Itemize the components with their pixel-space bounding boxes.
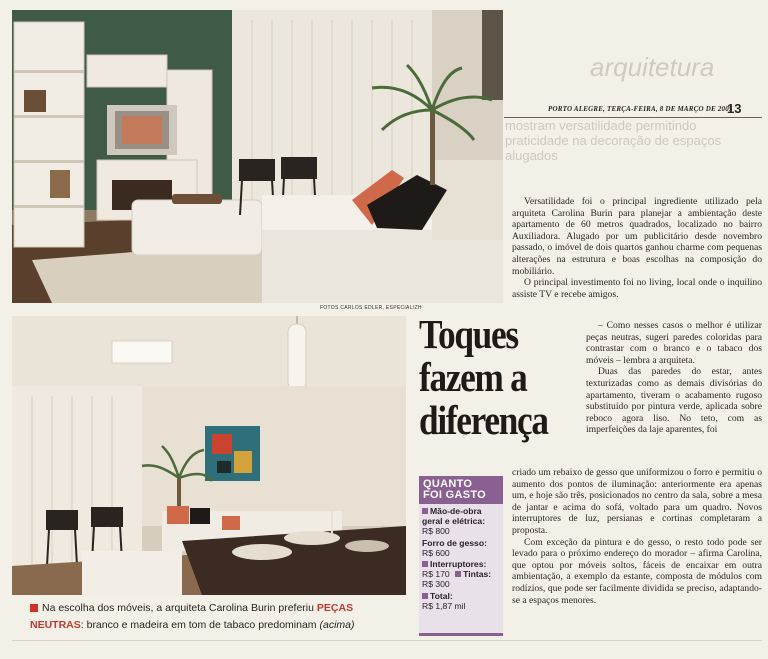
cost-label: Total: [430,590,453,601]
cost-value: R$ 600 [422,547,450,558]
cost-item [422,506,500,537]
header-date: PORTO ALEGRE, TERÇA-FEIRA, 8 DE MARÇO DE 2005 [548,105,733,113]
paragraph: – Como nesses casos o melhor é utilizar peças neutras, sugeri paredes coloridas para contrastar com o branco e o tabaco dos móveis – lembra a arquiteta. [586,320,762,366]
cost-box-title-line: QUANTO [423,478,473,490]
cost-value: R$ 300 [422,579,450,590]
headline-line: diferença [419,397,548,443]
cost-box-title-line: FOI GASTO [423,489,487,501]
headline-line: fazem a [419,354,527,400]
living-room-photo [12,10,503,303]
square-bullet-icon [455,571,461,577]
cost-box-bottom-rule [419,633,503,636]
caption-rest: : branco e madeira em tom de tabaco predominam [80,619,320,631]
cost-box-title [419,476,503,504]
article-text-bottom [512,467,762,606]
cost-list [419,504,503,611]
square-bullet-icon [422,561,428,567]
dining-room-photo [12,316,406,595]
square-bullet-icon [422,593,428,599]
header-rule [504,117,762,118]
caption-lead: Na escolha dos móveis, a arquiteta Carolina Burin preferiu [42,602,317,614]
cost-label: Mão-de-obra geral e elétrica: [422,506,486,527]
paragraph: Duas das paredes do estar, antes texturizadas como as demais divisórias do apartamento, tiveram o acabamento rugoso substituído por pintura verde, aplicada sobre reboco agora liso. No teto, com as imperfeições da laje aparentes, foi [586,366,762,436]
photo-caption [30,600,406,634]
square-bullet-icon [422,508,428,514]
headline-line: Toques [419,311,518,357]
paragraph: Com exceção da pintura e do gesso, o resto todo pode ser levado para o próximo endereço do morador – afirma Carolina, que optou por móveis soltos, fáceis de encaixar em outra ambientação, a exemplo da estante, composta de módulos com rodízios, que pode ser facilmente dividida se preciso, adaptando-se a espaços menores. [512,536,762,606]
cost-label: Forro de gesso: [422,537,487,548]
cost-item [422,559,500,590]
caption-highlight: PEÇAS NEUTRAS [30,602,354,631]
cost-label: Tintas: [463,569,492,580]
square-bullet-icon [30,604,38,612]
cost-item [422,591,500,611]
cost-value: R$ 170 [422,569,450,580]
paragraph: O principal investimento foi no living, local onde o inquilino assiste TV e recebe amigos. [512,277,762,300]
paragraph: criado um rebaixo de gesso que uniformizou o forro e permitiu o aumento dos pontos de iluminação: anteriormente era apenas um, e hoje são três, posicionados no centro da sala, sobre a mesa de jantar e acima do sofá, voltado para um quadro. Novos interruptores de luz, persianas e cortinas completaram a proposta. [512,467,762,536]
bottom-rule [12,640,762,641]
cost-value: R$ 800 [422,526,450,537]
cost-item [422,538,500,558]
photo-credit: FOTOS CARLOS EDLER, ESPECIAL/ZH [320,305,422,311]
article-text-top [512,196,762,300]
page-number: 13 [727,101,742,116]
paragraph: Versatilidade foi o principal ingrediente utilizado pela arquiteta Carolina Burin para planejar a ambientação deste apartamento de 60 metros quadrados, localizado no bairro Auxiliadora. Alugado por um publicitário desde novembro passado, o imóvel de dois quartos ganhou charme com pequenas alterações na estrutura e boas escolhas na composição do mobiliário. [512,196,762,277]
caption-note: (acima) [319,619,355,631]
cost-label: Interruptores: [430,559,487,570]
headline [419,313,557,442]
cost-value: R$ 1,87 mil [422,600,466,611]
ghost-text: mostram versatilidade permitindo praticidade na decoração de espaços alugados [505,118,722,163]
article-text-middle [586,320,762,436]
cost-box [419,476,503,636]
ghost-section-title: arquitetura [590,52,715,82]
